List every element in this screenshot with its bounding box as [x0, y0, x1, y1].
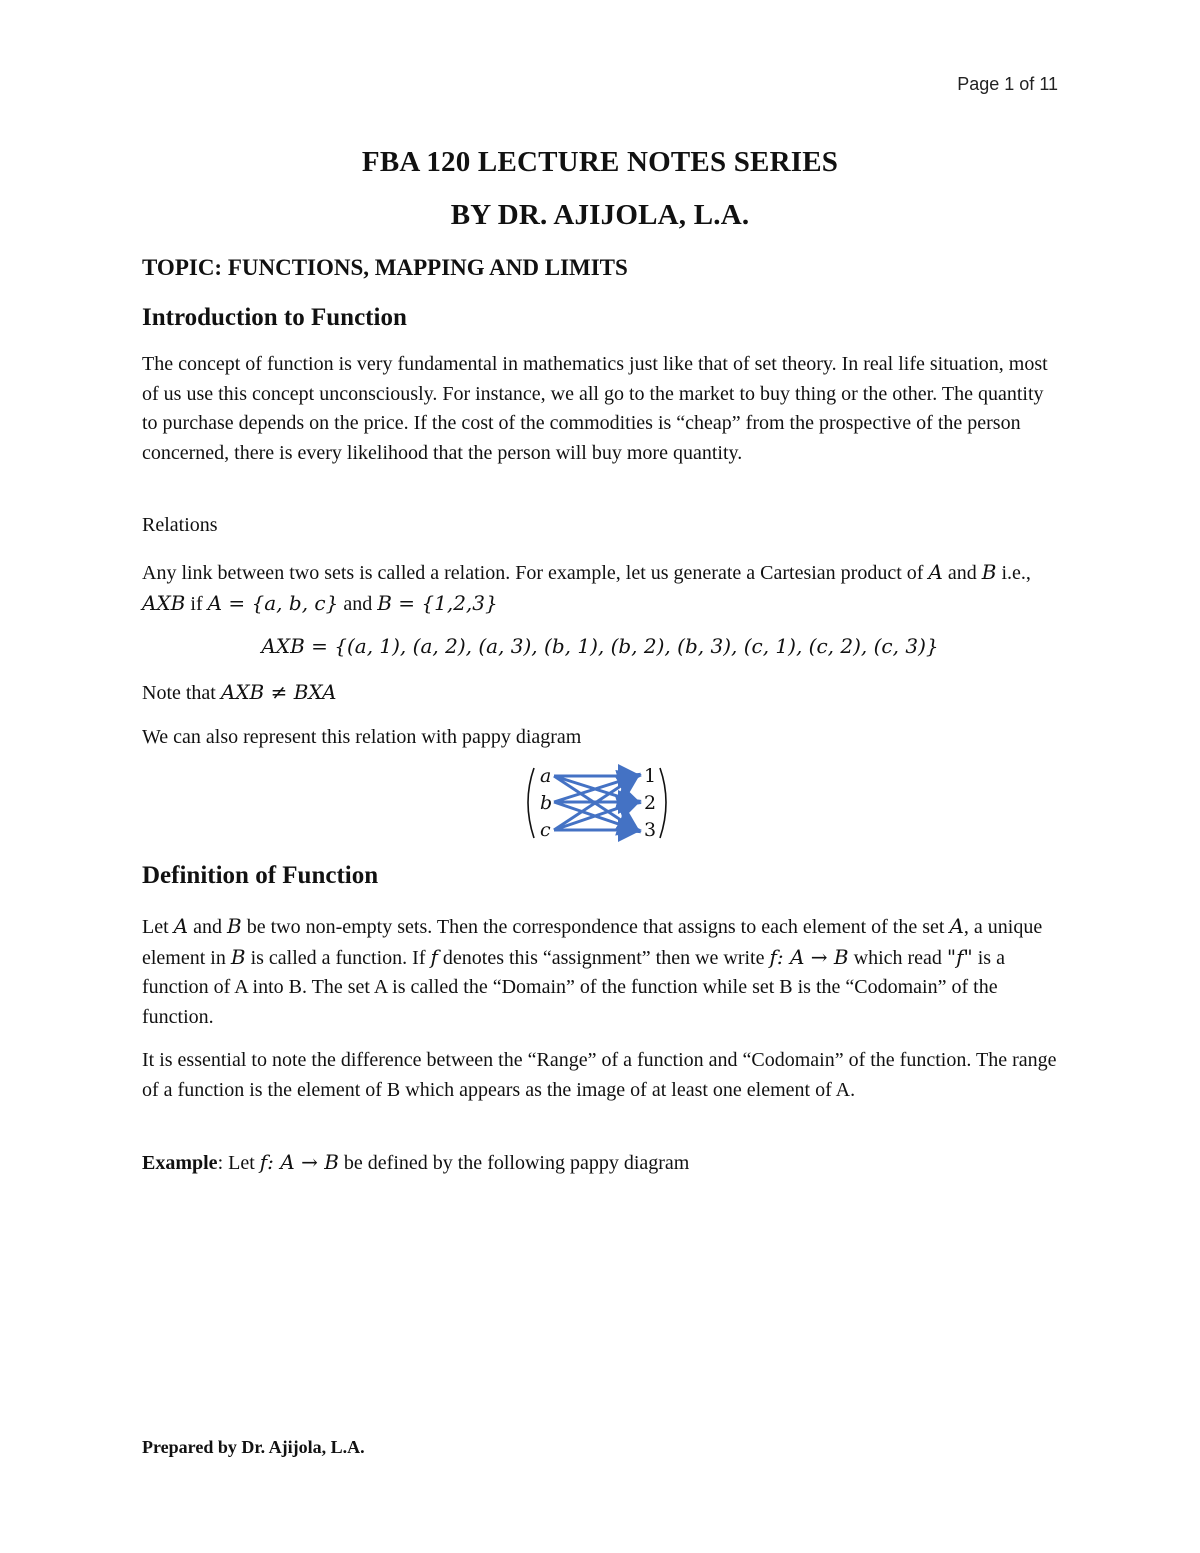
example-line [142, 1150, 689, 1175]
math-mapping: f: A → B [769, 944, 849, 969]
text: and [188, 916, 227, 938]
math-symbol: f [430, 944, 438, 969]
text: be defined by the following pappy diagram [338, 1152, 690, 1174]
topic-heading: TOPIC: FUNCTIONS, MAPPING AND LIMITS [142, 255, 628, 280]
math-symbol: "f" [946, 944, 973, 969]
math-equation: B = {1,2,3} [377, 590, 498, 615]
text: and [942, 562, 982, 584]
left-set-element: c [540, 819, 551, 841]
pappy-diagram [520, 764, 680, 844]
right-set-bracket [660, 768, 666, 838]
document-author: BY DR. AJIJOLA, L.A. [450, 199, 750, 231]
relations-label: Relations [142, 514, 218, 536]
definition-heading: Definition of Function [142, 862, 379, 889]
math-symbol: A [949, 914, 964, 938]
left-set-bracket [528, 768, 534, 838]
text: be two non-empty sets. Then the correspondence that assigns to each element of the set [241, 916, 950, 938]
text: if [185, 592, 208, 615]
right-set-element: 1 [644, 765, 657, 787]
intro-paragraph: The concept of function is very fundamental in mathematics just like that of set theory. In real life situation, most of us use this concept unconsciously. For instance, we all go to the market to buy thing or the other. The quantity to purchase depends on the price. If the cost of the commodities is “cheap” from the prospective of the person concerned, there is every likelihood that the person will buy more quantity. [142, 353, 1048, 464]
text: is a function of A into B. The set A is called the “Domain” of the function while set B is the “Codomain” of the function. [142, 946, 1005, 1028]
text: Let [142, 916, 174, 938]
text: , a unique element in [142, 916, 1043, 969]
math-symbol: AXB [142, 590, 186, 615]
note-line [142, 680, 336, 705]
math-inequality: AXB ≠ BXA [220, 680, 337, 704]
right-set-element: 3 [644, 819, 657, 841]
text: : Let [217, 1152, 260, 1174]
definition-paragraph [142, 912, 1062, 1032]
text: Note that [142, 682, 221, 704]
left-set-element: a [540, 765, 552, 787]
text: denotes this “assignment” then we write [437, 946, 770, 969]
right-set-element: 2 [644, 792, 657, 814]
cartesian-product-equation: AXB = {(a, 1), (a, 2), (a, 3), (b, 1), (b, 2), (b, 3), (c, 1), (c, 2), (c, 3)} [261, 634, 939, 658]
math-symbol: B [227, 914, 242, 938]
relations-paragraph [142, 558, 1062, 619]
text: i.e., [996, 562, 1031, 584]
example-label: Example [142, 1152, 218, 1174]
math-symbol: A [928, 560, 943, 584]
diagram-intro: We can also represent this relation with pappy diagram [142, 726, 582, 748]
left-set-element: b [540, 792, 553, 814]
math-symbol: A [173, 914, 189, 938]
math-equation: A = {a, b, c} [207, 590, 339, 615]
text: Any link between two sets is called a relation. For example, let us generate a Cartesian product of [142, 562, 929, 584]
range-codomain-paragraph: It is essential to note the difference between the “Range” of a function and “Codomain” of the function. The range of a function is the element of B which appears as the image of at least one element of A. [142, 1049, 1057, 1101]
text: and [338, 592, 378, 615]
document-title: FBA 120 LECTURE NOTES SERIES [361, 146, 839, 178]
page-number: Page 1 of 11 [957, 74, 1058, 94]
math-symbol: B [230, 944, 246, 969]
footer-prepared-by: Prepared by Dr. Ajijola, L.A. [142, 1437, 365, 1457]
math-symbol: B [981, 560, 997, 584]
intro-heading: Introduction to Function [142, 304, 407, 331]
text: is called a function. If [245, 946, 431, 969]
text: which read [848, 946, 947, 969]
math-mapping: f: A → B [259, 1150, 339, 1174]
